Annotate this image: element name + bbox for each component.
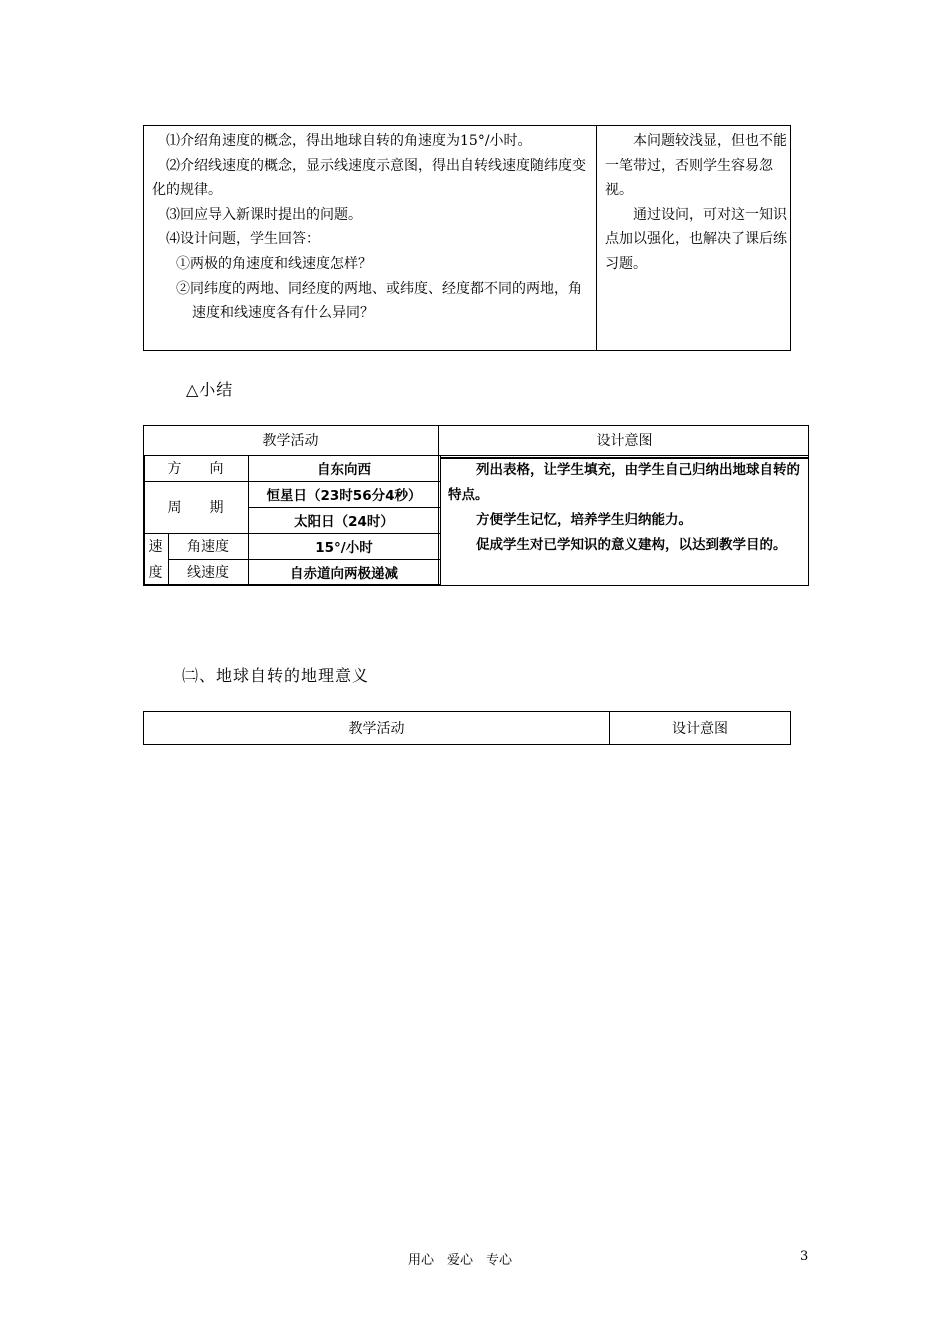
activity-line: ⑷设计问题，学生回答： — [166, 231, 320, 248]
intent-line: 促成学生对已学知识的意义建构，以达到教学目的。 — [476, 537, 787, 553]
angular-velocity-value: 15°/小时 — [315, 540, 373, 556]
section-heading: ㈡、地球自转的地理意义 — [182, 666, 370, 685]
speed-label-top: 速 — [148, 539, 163, 555]
activity-question: ②同纬度的两地、同经度的两地、或纬度、经度都不同的两地，角速度和线速度各有什么异同？ — [176, 280, 582, 322]
summary-heading: △小结 — [186, 380, 234, 399]
activity-question: ①两极的角速度和线速度怎样？ — [176, 255, 372, 272]
header-teaching-activity: 教学活动 — [262, 433, 319, 449]
column-divider — [596, 126, 597, 350]
intent-line: 方便学生记忆，培养学生归纳能力。 — [476, 512, 692, 528]
intent-line: 列出表格，让学生填充，由学生自己归纳出地球自转的特点。 — [448, 462, 800, 503]
intent-line: 通过设问，可对这一知识点加以强化，也解决了课后练习题。 — [605, 206, 787, 272]
linear-velocity-value: 自赤道向两极递减 — [290, 566, 398, 582]
design-intent-text — [448, 458, 802, 558]
linear-velocity-label: 线速度 — [187, 565, 229, 581]
period-label: 周 期 — [167, 500, 224, 516]
header-teaching-activity: 教学活动 — [348, 721, 405, 737]
sidereal-day-value: 恒星日（23时56分4秒） — [266, 488, 422, 504]
header-design-intent: 设计意图 — [596, 433, 653, 449]
design-intent-cell — [605, 129, 787, 277]
solar-day-value: 太阳日（24时） — [294, 514, 394, 530]
teaching-table-continued — [143, 125, 791, 351]
teaching-activity-cell — [152, 129, 592, 326]
activity-line: ⑶回应导入新课时提出的问题。 — [166, 206, 362, 223]
direction-value: 自东向西 — [317, 462, 371, 478]
intent-line: 本问题较浅显，但也不能一笔带过，否则学生容易忽视。 — [605, 133, 787, 199]
angular-velocity-label: 角速度 — [187, 539, 229, 555]
activity-line: ⑴介绍角速度的概念，得出地球自转的角速度为15°/小时。 — [166, 133, 532, 149]
header-design-intent: 设计意图 — [672, 721, 728, 737]
speed-label-bottom: 度 — [148, 565, 163, 581]
column-divider — [440, 455, 441, 586]
activity-line: ⑵介绍线速度的概念，显示线速度示意图，得出自转线速度随纬度变化的规律。 — [152, 157, 586, 199]
summary-table — [143, 425, 809, 586]
page-number: 3 — [800, 1249, 809, 1264]
meaning-table — [143, 711, 791, 745]
footer-motto: 用心 爱心 专心 — [408, 1253, 513, 1268]
direction-label: 方 向 — [167, 461, 224, 477]
